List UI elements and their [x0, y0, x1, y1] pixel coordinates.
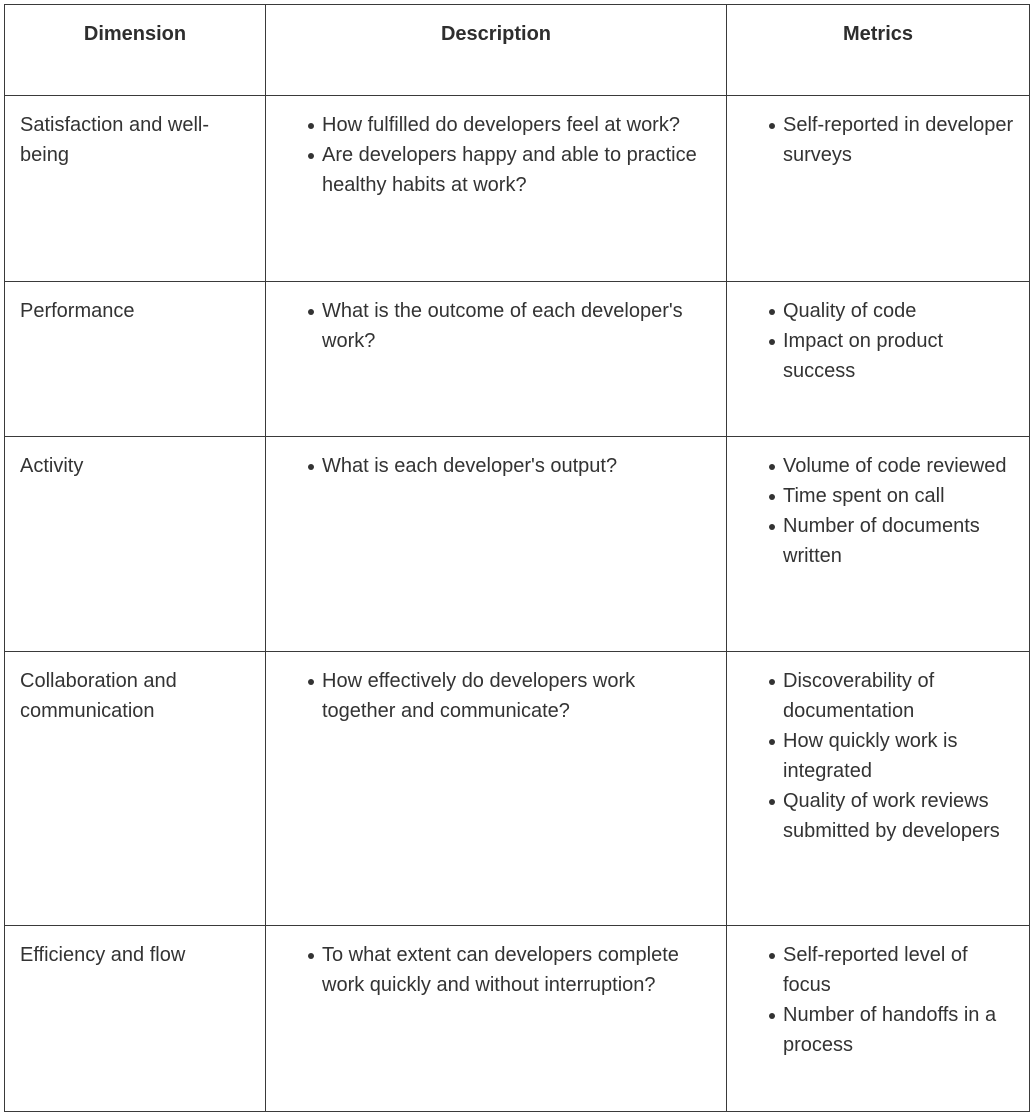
metrics-list: [743, 110, 1015, 170]
metric-item: Impact on product success: [767, 326, 1015, 386]
description-cell: [266, 96, 727, 282]
metric-item: How quickly work is integrated: [767, 726, 1015, 786]
description-item: How effectively do developers work together and communicate?: [306, 666, 712, 726]
metric-item: Number of documents written: [767, 511, 1015, 571]
metric-item: Time spent on call: [767, 481, 1015, 511]
description-cell: [266, 282, 727, 437]
description-list: [282, 110, 712, 200]
description-cell: [266, 437, 727, 652]
metric-item: Quality of work reviews submitted by developers: [767, 786, 1015, 846]
dimension-cell: Satisfaction and well-being: [5, 96, 266, 282]
table-row: [5, 282, 1030, 437]
table-row: [5, 652, 1030, 926]
table-row: [5, 926, 1030, 1112]
dimension-cell: Performance: [5, 282, 266, 437]
description-list: [282, 296, 712, 356]
description-list: [282, 940, 712, 1000]
description-cell: [266, 926, 727, 1112]
metrics-cell: [727, 282, 1030, 437]
metrics-list: [743, 940, 1015, 1060]
metrics-cell: [727, 96, 1030, 282]
header-metrics: Metrics: [727, 5, 1030, 96]
description-list: [282, 451, 712, 481]
metric-item: Quality of code: [767, 296, 1015, 326]
metric-item: Self-reported level of focus: [767, 940, 1015, 1000]
table-row: [5, 96, 1030, 282]
table-header-row: [5, 5, 1030, 96]
header-description: Description: [266, 5, 727, 96]
metrics-list: [743, 666, 1015, 846]
description-item: How fulfilled do developers feel at work?: [306, 110, 712, 140]
space-framework-table-container: [4, 4, 1030, 1112]
metrics-cell: [727, 652, 1030, 926]
header-dimension: Dimension: [5, 5, 266, 96]
metrics-cell: [727, 437, 1030, 652]
table-row: [5, 437, 1030, 652]
dimension-cell: Activity: [5, 437, 266, 652]
metrics-list: [743, 451, 1015, 571]
metric-item: Volume of code reviewed: [767, 451, 1015, 481]
description-item: What is the outcome of each developer's work?: [306, 296, 712, 356]
metrics-list: [743, 296, 1015, 386]
dimension-cell: Collaboration and communication: [5, 652, 266, 926]
metrics-cell: [727, 926, 1030, 1112]
description-item: What is each developer's output?: [306, 451, 712, 481]
metric-item: Discoverability of documentation: [767, 666, 1015, 726]
description-item: Are developers happy and able to practice healthy habits at work?: [306, 140, 712, 200]
dimension-cell: Efficiency and flow: [5, 926, 266, 1112]
description-item: To what extent can developers complete work quickly and without interruption?: [306, 940, 712, 1000]
metric-item: Number of handoffs in a process: [767, 1000, 1015, 1060]
space-framework-table: [4, 4, 1030, 1112]
description-list: [282, 666, 712, 726]
description-cell: [266, 652, 727, 926]
metric-item: Self-reported in developer surveys: [767, 110, 1015, 170]
